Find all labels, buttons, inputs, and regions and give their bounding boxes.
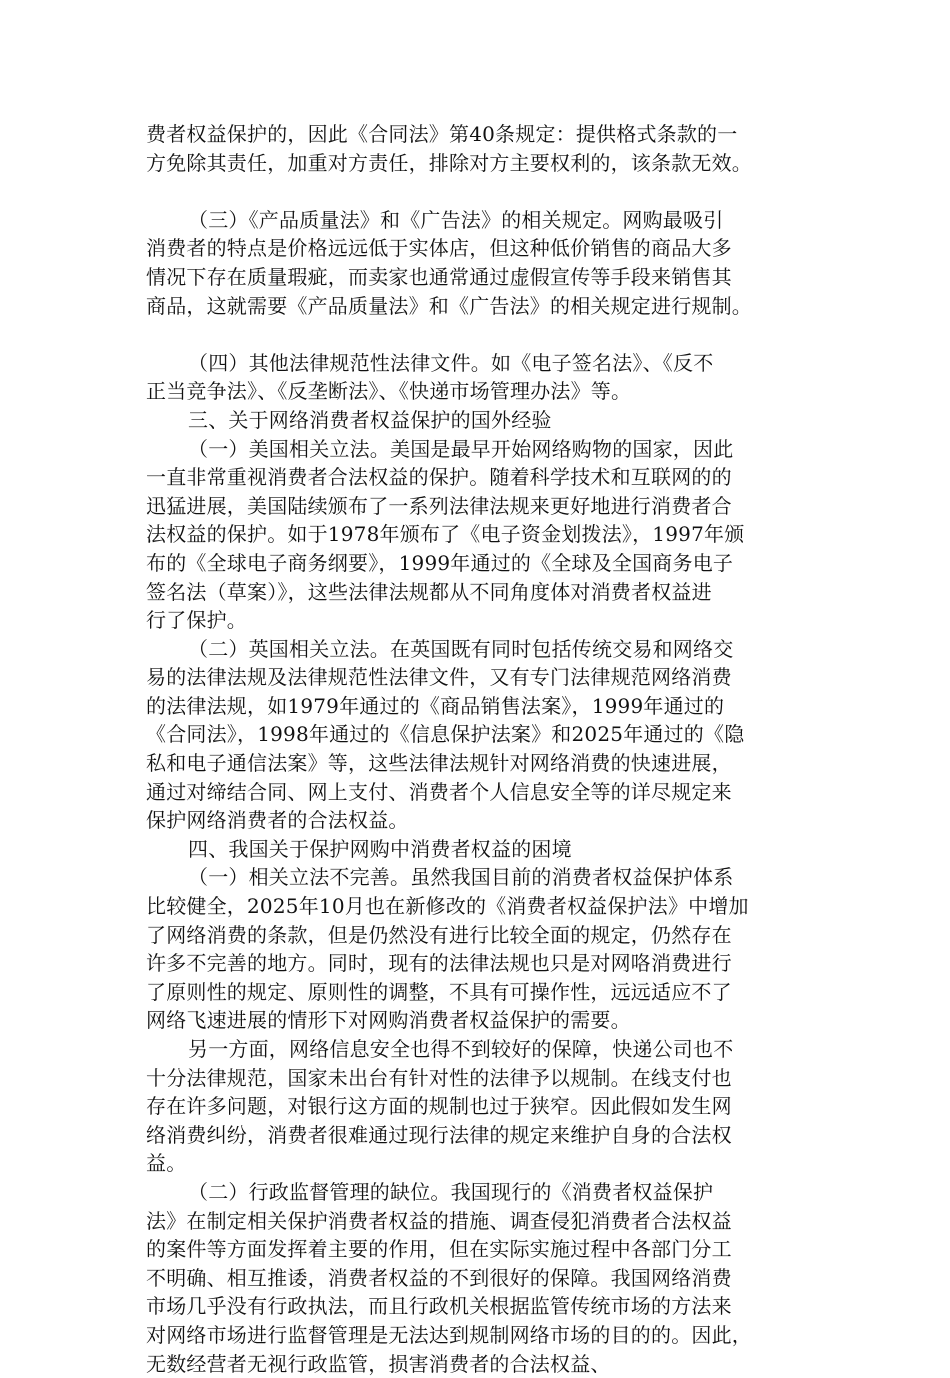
text-line: 另一方面，网络信息安全也得不到较好的保障，快递公司也不 <box>188 1037 734 1061</box>
text-line: 的案件等方面发挥着主要的作用，但在实际实施过程中各部门分工 <box>146 1237 732 1262</box>
text-line: 法》在制定相关保护消费者权益的措施、调查侵犯消费者合法权益 <box>146 1208 732 1233</box>
text-line: （三）《产品质量法》和《广告法》的相关规定。网购最吸引 <box>188 207 724 232</box>
text-line: 存在许多问题，对银行这方面的规制也过于狭窄。因此假如发生网 <box>146 1094 732 1119</box>
text-line: 易的法律法规及法律规范性法律文件，又有专门法律规范网络消费 <box>146 665 732 690</box>
text-line: 签名法（草案）》，这些法律法规都从不同角度体对消费者权益进 <box>146 579 712 604</box>
text-line: 许多不完善的地方。同时，现有的法律法规也只是对网咯消费进行 <box>146 951 732 976</box>
text-line: 十分法律规范，国家未出台有针对性的法律予以规制。在线支付也 <box>146 1065 732 1090</box>
text-line: （一）相关立法不完善。虽然我国目前的消费者权益保护体系 <box>188 865 734 890</box>
text-line: 情况下存在质量瑕疵，而卖家也通常通过虚假宣传等手段来销售其 <box>146 264 732 289</box>
text-line: 费者权益保护的，因此《合同法》第40条规定：提供格式条款的一 <box>146 122 738 146</box>
text-line: 了网络消费的条款，但是仍然没有进行比较全面的规定，仍然存在 <box>146 922 732 947</box>
text-line: 对网络市场进行监督管理是无法达到规制网络市场的目的的。因此， <box>146 1322 752 1347</box>
text-line: 四、我国关于保护网购中消费者权益的困境 <box>188 836 572 861</box>
text-line: 《合同法》，1998年通过的《信息保护法案》和2025年通过的《隐 <box>146 722 745 747</box>
text-line: 行了保护。 <box>146 608 247 633</box>
text-line: 迅猛进展，美国陆续颁布了一系列法律法规来更好地进行消费者合 <box>146 493 732 518</box>
text-line: 通过对缔结合同、网上支付、消费者个人信息安全等的详尽规定来 <box>146 779 732 804</box>
text-line: （四）其他法律规范性法律文件。如《电子签名法》、《反不 <box>188 350 714 375</box>
text-line: 三、关于网络消费者权益保护的国外经验 <box>188 407 552 432</box>
text-line: 保护网络消费者的合法权益。 <box>146 808 409 833</box>
text-line: （一）美国相关立法。美国是最早开始网络购物的国家，因此 <box>188 436 734 461</box>
text-line: 益。 <box>146 1151 187 1176</box>
text-line: 的法律法规，如1979年通过的《商品销售法案》，1999年通过的 <box>146 693 725 718</box>
text-line: 私和电子通信法案》等，这些法律法规针对网络消费的快速进展， <box>146 751 732 776</box>
text-line: （二）行政监督管理的缺位。我国现行的《消费者权益保护 <box>188 1179 714 1204</box>
text-line: 比较健全，2025年10月也在新修改的《消费者权益保护法》中增加 <box>146 894 749 919</box>
text-line: 消费者的特点是价格远远低于实体店，但这种低价销售的商品大多 <box>146 236 732 261</box>
document-body <box>146 120 808 1378</box>
text-line: 布的《全球电子商务纲要》，1999年通过的《全球及全国商务电子 <box>146 550 734 575</box>
text-line: 方免除其责任，加重对方责任，排除对方主要权利的，该条款无效。 <box>146 150 752 175</box>
paragraph-gap <box>146 177 808 206</box>
text-line: 正当竞争法》、《反垄断法》、《快递市场管理办法》等。 <box>146 379 632 404</box>
paragraph-gap <box>146 320 808 349</box>
text-line: 了原则性的规定、原则性的调整，不具有可操作性，远远适应不了 <box>146 979 732 1004</box>
text-line: 市场几乎没有行政执法，而且行政机关根据监管传统市场的方法来 <box>146 1294 732 1319</box>
text-line: 不明确、相互推诿，消费者权益的不到很好的保障。我国网络消费 <box>146 1265 732 1290</box>
text-line: 商品，这就需要《产品质量法》和《广告法》的相关规定进行规制。 <box>146 293 752 318</box>
text-line: （二）英国相关立法。在英国既有同时包括传统交易和网络交 <box>188 636 734 661</box>
text-line: 无数经营者无视行政监管，损害消费者的合法权益、 <box>146 1351 611 1376</box>
text-line: 络消费纠纷，消费者很难通过现行法律的规定来维护自身的合法权 <box>146 1122 732 1147</box>
text-line: 网络飞速进展的情形下对网购消费者权益保护的需要。 <box>146 1008 631 1033</box>
text-line: 法权益的保护。如于1978年颁布了《电子资金划拨法》，1997年颁 <box>146 522 745 547</box>
text-line: 一直非常重视消费者合法权益的保护。随着科学技术和互联网的的 <box>146 465 732 490</box>
